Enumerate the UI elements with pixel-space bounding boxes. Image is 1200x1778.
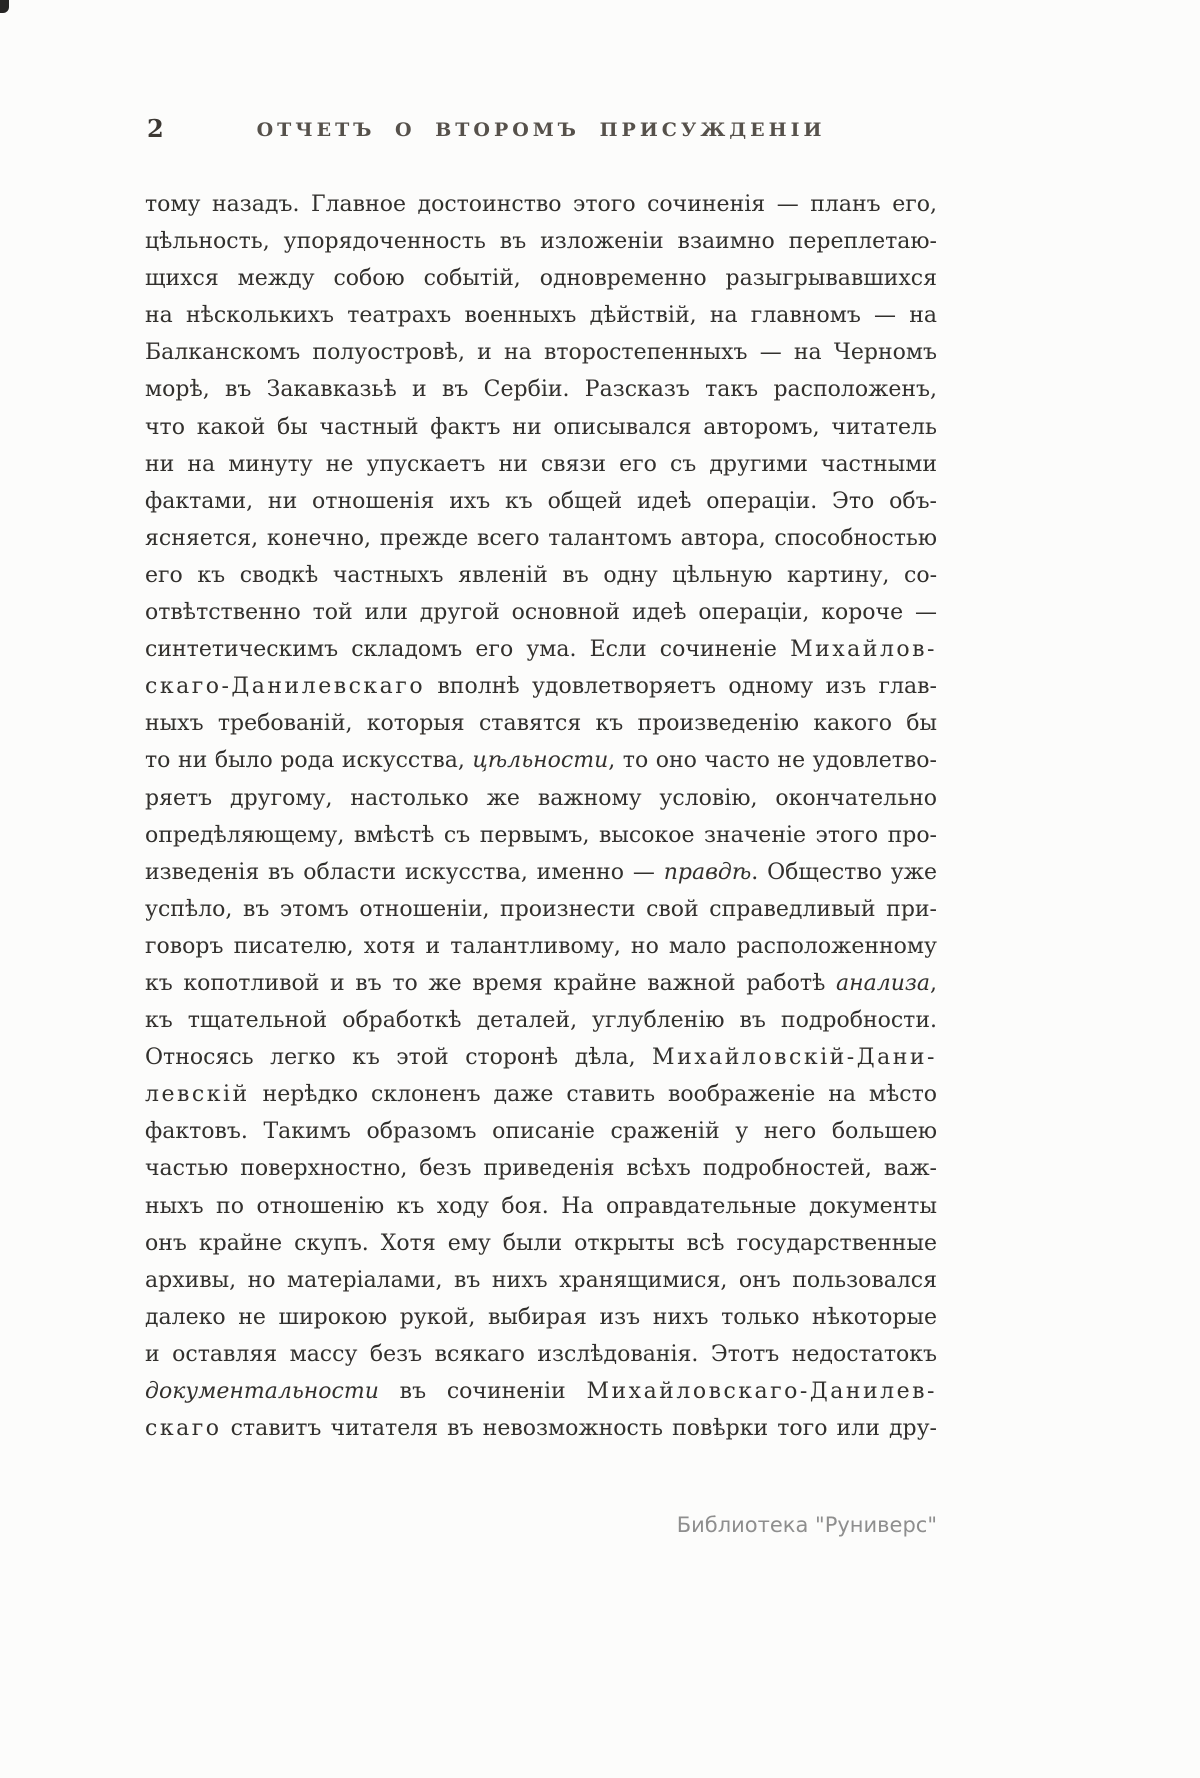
text-segment: синтетическимъ складомъ его ума. Если сочиненіе [145, 637, 791, 663]
text-line [145, 631, 937, 668]
text-segment: морѣ, въ Закавказьѣ и въ Сербіи. Разсказъ такъ расположенъ, [145, 377, 937, 403]
letterspaced-name: скаго-Данилевскаго [145, 674, 426, 700]
letterspaced-name: скаго [145, 1416, 222, 1442]
text-segment: Относясь легко къ этой сторонѣ дѣла, [145, 1045, 653, 1071]
text-segment: фактовъ. Такимъ образомъ описаніе сраженій у него большею [145, 1119, 937, 1145]
text-segment: къ копотливой и въ то же время крайне важной работѣ [145, 970, 836, 996]
text-segment: ясняется, конечно, прежде всего талантомъ автора, способностью [145, 525, 937, 551]
text-segment: ныхъ требованій, которыя ставятся къ произведенію какого бы [145, 711, 937, 737]
text-line [145, 1076, 937, 1113]
text-segment: тому назадъ. Главное достоинство этого сочиненія — планъ его, [145, 192, 937, 217]
letterspaced-name: Михайловскій-Дани- [652, 1045, 937, 1071]
text-segment: его къ сводкѣ частныхъ явленій въ одну цѣльную картину, со- [145, 562, 937, 588]
text-segment: , [930, 970, 937, 996]
text-segment: . Общество уже [751, 859, 937, 885]
text-line [145, 1113, 937, 1150]
text-segment: Балканскомъ полуостровѣ, и на второстепенныхъ — на Черномъ [145, 340, 937, 366]
text-segment: отвѣтственно той или другой основной идеѣ операціи, короче — [145, 600, 937, 626]
text-segment: успѣло, въ этомъ отношеніи, произнести свой справедливый при- [145, 896, 937, 922]
text-line [145, 1373, 937, 1410]
text-line [145, 520, 937, 557]
text-line [145, 1336, 937, 1373]
text-line [145, 409, 937, 446]
text-segment: ставитъ читателя въ невозможность повѣрки того или дру- [221, 1416, 937, 1442]
text-segment: вполнѣ удовлетворяетъ одному изъ глав- [425, 674, 937, 700]
text-line [145, 186, 937, 223]
text-segment: и оставляя массу безъ всякаго изслѣдованія. Этотъ недостатокъ [145, 1341, 937, 1367]
text-segment: ряетъ другому, настолько же важному условію, окончательно [145, 785, 937, 811]
text-line [145, 891, 937, 928]
text-segment: ни на минуту не упускаетъ ни связи его съ другими частными [145, 451, 937, 477]
text-segment: фактами, ни отношенія ихъ къ общей идеѣ операціи. Это объ- [145, 488, 937, 514]
text-segment: что какой бы частный фактъ ни описывался авторомъ, читатель [145, 414, 937, 440]
text-line [145, 705, 937, 742]
text-line [145, 334, 937, 371]
text-line [145, 1262, 937, 1299]
text-line [145, 854, 937, 891]
text-segment: щихся между собою событій, одновременно разыгрывавшихся [145, 266, 937, 292]
text-line [145, 817, 937, 854]
emphasized-text: цѣльности [472, 748, 609, 774]
text-segment: опредѣляющему, вмѣстѣ съ первымъ, высокое значеніе этого про- [145, 822, 937, 848]
text-line [145, 1410, 937, 1447]
text-line [145, 297, 937, 334]
text-segment: частью поверхностно, безъ приведенія всѣхъ подробностей, важ- [145, 1156, 937, 1182]
text-segment: къ тщательной обработкѣ деталей, углубленію въ подробности. [145, 1008, 937, 1034]
text-line [145, 1039, 937, 1076]
emphasized-text: анализа [835, 970, 930, 996]
text-segment: архивы, но матеріалами, въ нихъ хранящимися, онъ пользовался [145, 1267, 937, 1293]
text-line [145, 1002, 937, 1039]
text-line [145, 483, 937, 520]
text-line [145, 223, 937, 260]
text-line [145, 668, 937, 705]
text-segment: то ни было рода искусства, [145, 748, 473, 774]
text-line [145, 371, 937, 408]
text-segment: онъ крайне скупъ. Хотя ему были открыты всѣ государственные [145, 1230, 937, 1256]
letterspaced-name: Михайлов- [790, 637, 937, 663]
text-segment: на нѣсколькихъ театрахъ военныхъ дѣйствій, на главномъ — на [145, 303, 937, 329]
text-segment: говоръ писателю, хотя и талантливому, но мало расположенному [145, 933, 937, 959]
text-segment: нерѣдко склоненъ даже ставить воображеніе на мѣсто [249, 1082, 937, 1108]
text-line [145, 1225, 937, 1262]
text-line [145, 594, 937, 631]
page-number: 2 [147, 114, 164, 143]
text-line [145, 1150, 937, 1187]
text-segment: изведенія въ области искусства, именно — [145, 859, 664, 885]
emphasized-text: правдѣ [663, 859, 752, 885]
scan-artifact [0, 0, 9, 13]
emphasized-text: документальности [145, 1379, 379, 1404]
watermark: Библиотека "Руниверс" [676, 1513, 937, 1537]
running-header: ОТЧЕТЪ О ВТОРОМЪ ПРИСУЖДЕНІИ [256, 119, 826, 141]
text-line [145, 780, 937, 817]
text-segment: далеко не широкою рукой, выбирая изъ нихъ только нѣкоторые [145, 1304, 937, 1330]
text-line [145, 742, 937, 779]
text-line [145, 928, 937, 965]
letterspaced-name: левскій [145, 1082, 250, 1108]
text-line [145, 260, 937, 297]
text-line [145, 965, 937, 1002]
text-segment: , то оно часто не удовлетво- [608, 748, 937, 774]
text-segment: цѣльность, упорядоченность въ изложеніи взаимно переплетаю- [145, 229, 937, 255]
text-segment: въ сочиненіи [378, 1379, 587, 1404]
text-segment: ныхъ по отношенію къ ходу боя. На оправдательные документы [145, 1193, 937, 1219]
text-line [145, 1299, 937, 1336]
text-line [145, 557, 937, 594]
text-line [145, 446, 937, 483]
letterspaced-name: Михайловскаго-Данилев- [586, 1379, 937, 1404]
body-text [145, 186, 937, 1447]
text-line [145, 1188, 937, 1225]
